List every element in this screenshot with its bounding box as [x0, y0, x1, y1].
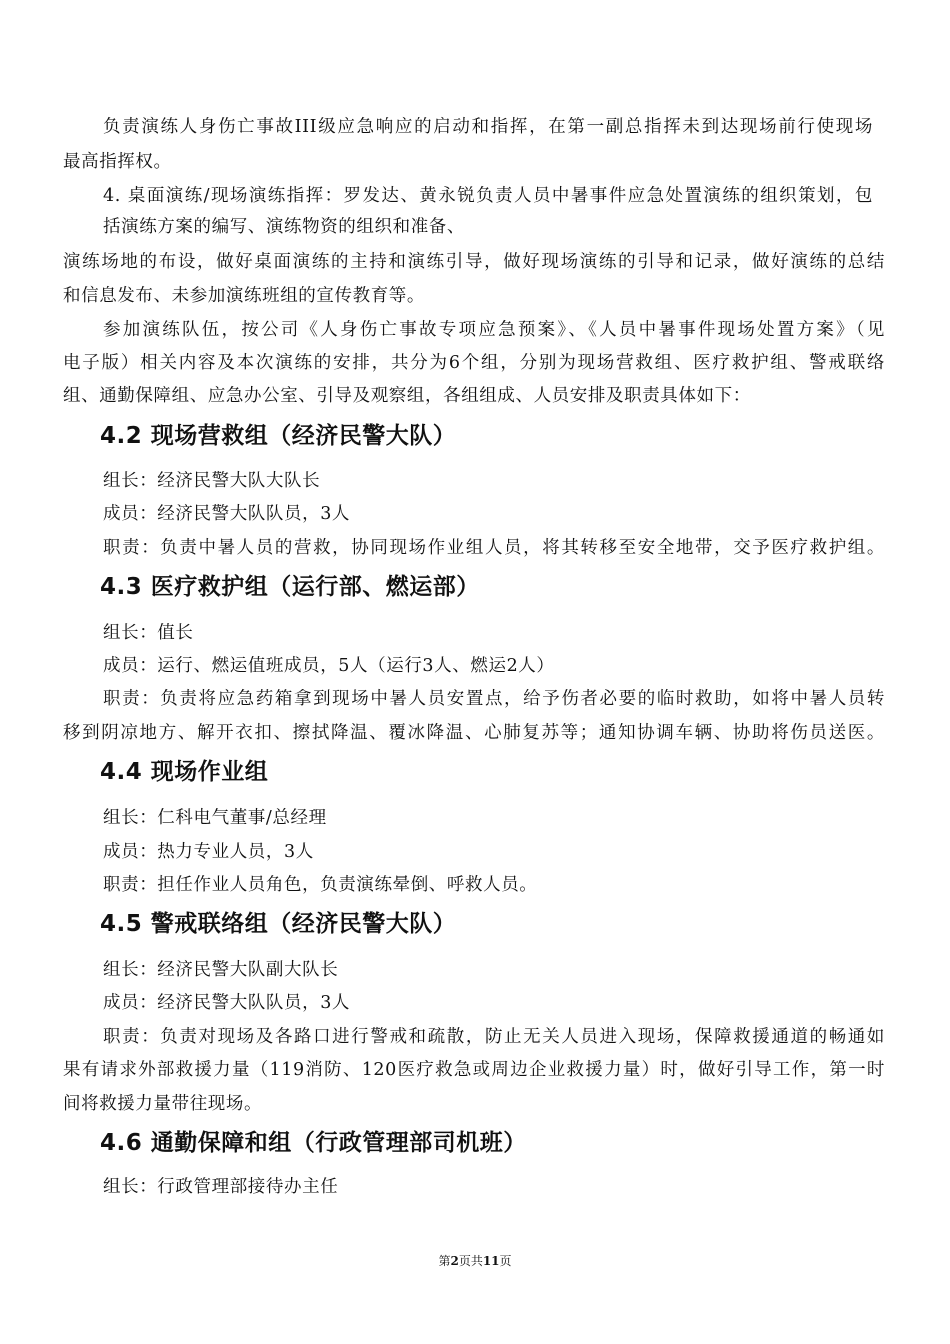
section-4-5-duty-line-3: 间将救援力量带往现场。 — [63, 1094, 263, 1114]
section-4-5-duty-line-2: 果有请求外部救援力量（119消防、120医疗救急或周边企业救援力量）时，做好引导工作，第一时 — [63, 1060, 885, 1080]
footer-total-pages: 11 — [482, 1254, 500, 1268]
section-4-3-leader: 组长：值长 — [103, 623, 194, 643]
intro-paragraph-1-line-1: 负责演练人身伤亡事故III级应急响应的启动和指挥，在第一副总指挥未到达现场前行使现场 — [103, 117, 873, 137]
section-4-2-leader: 组长：经济民警大队大队长 — [103, 471, 321, 491]
section-heading-4-3: 4.3 医疗救护组（运行部、燃运部） — [100, 574, 480, 600]
section-4-3-members: 成员：运行、燃运值班成员，5人（运行3人、燃运2人） — [103, 656, 555, 676]
section-4-5-members: 成员：经济民警大队队员，3人 — [103, 993, 351, 1013]
section-4-5-leader: 组长：经济民警大队副大队长 — [103, 960, 339, 980]
section-4-6-leader: 组长：行政管理部接待办主任 — [103, 1177, 339, 1197]
footer-current-page: 2 — [450, 1254, 459, 1268]
section-4-5-duty-line-1: 职责：负责对现场及各路口进行警戒和疏散，防止无关人员进入现场，保障救援通道的畅通如 — [103, 1027, 885, 1047]
section-4-4-members: 成员：热力专业人员，3人 — [103, 842, 314, 862]
intro-paragraph-2-line-1: 4. 桌面演练/现场演练指挥：罗发达、黄永锐负责人员中暑事件应急处置演练的组织策划，包 — [103, 186, 873, 206]
section-heading-4-5: 4.5 警戒联络组（经济民警大队） — [100, 911, 457, 937]
footer-suffix: 页 — [499, 1254, 512, 1268]
intro-paragraph-1-line-2: 最高指挥权。 — [63, 152, 172, 172]
section-heading-4-4: 4.4 现场作业组 — [100, 759, 269, 785]
page-footer — [0, 1253, 950, 1269]
intro-paragraph-3-line-2: 和信息发布、未参加演练班组的宣传教育等。 — [63, 286, 425, 306]
section-heading-4-6: 4.6 通勤保障和组（行政管理部司机班） — [100, 1130, 527, 1156]
section-4-3-duty-line-1: 职责：负责将应急药箱拿到现场中暑人员安置点，给予伤者必要的临时救助，如将中暑人员转 — [103, 689, 885, 709]
intro-paragraph-3-line-1: 演练场地的布设，做好桌面演练的主持和演练引导，做好现场演练的引导和记录，做好演练的总结 — [63, 252, 885, 272]
intro-paragraph-4-line-1: 参加演练队伍，按公司《人身伤亡事故专项应急预案》、《人员中暑事件现场处置方案》（见 — [103, 320, 885, 340]
intro-paragraph-4-line-2: 电子版）相关内容及本次演练的安排，共分为6个组，分别为现场营救组、医疗救护组、警戒联络 — [63, 353, 885, 373]
footer-middle: 页共 — [458, 1254, 483, 1268]
intro-paragraph-2-line-2: 括演练方案的编写、演练物资的组织和准备、 — [103, 217, 465, 237]
footer-prefix: 第 — [438, 1254, 451, 1268]
section-4-4-duty-line-1: 职责：担任作业人员角色，负责演练晕倒、呼救人员。 — [103, 875, 538, 895]
section-4-2-duty-line-1: 职责：负责中暑人员的营救，协同现场作业组人员，将其转移至安全地带，交予医疗救护组。 — [103, 538, 885, 558]
section-heading-4-2: 4.2 现场营救组（经济民警大队） — [100, 423, 457, 449]
section-4-3-duty-line-2: 移到阴凉地方、解开衣扣、擦拭降温、覆冰降温、心肺复苏等；通知协调车辆、协助将伤员送医。 — [63, 723, 885, 743]
section-4-2-members: 成员：经济民警大队队员，3人 — [103, 504, 351, 524]
intro-paragraph-4-line-3: 组、通勤保障组、应急办公室、引导及观察组，各组组成、人员安排及职责具体如下： — [63, 386, 751, 406]
section-4-4-leader: 组长：仁科电气董事/总经理 — [103, 808, 327, 828]
